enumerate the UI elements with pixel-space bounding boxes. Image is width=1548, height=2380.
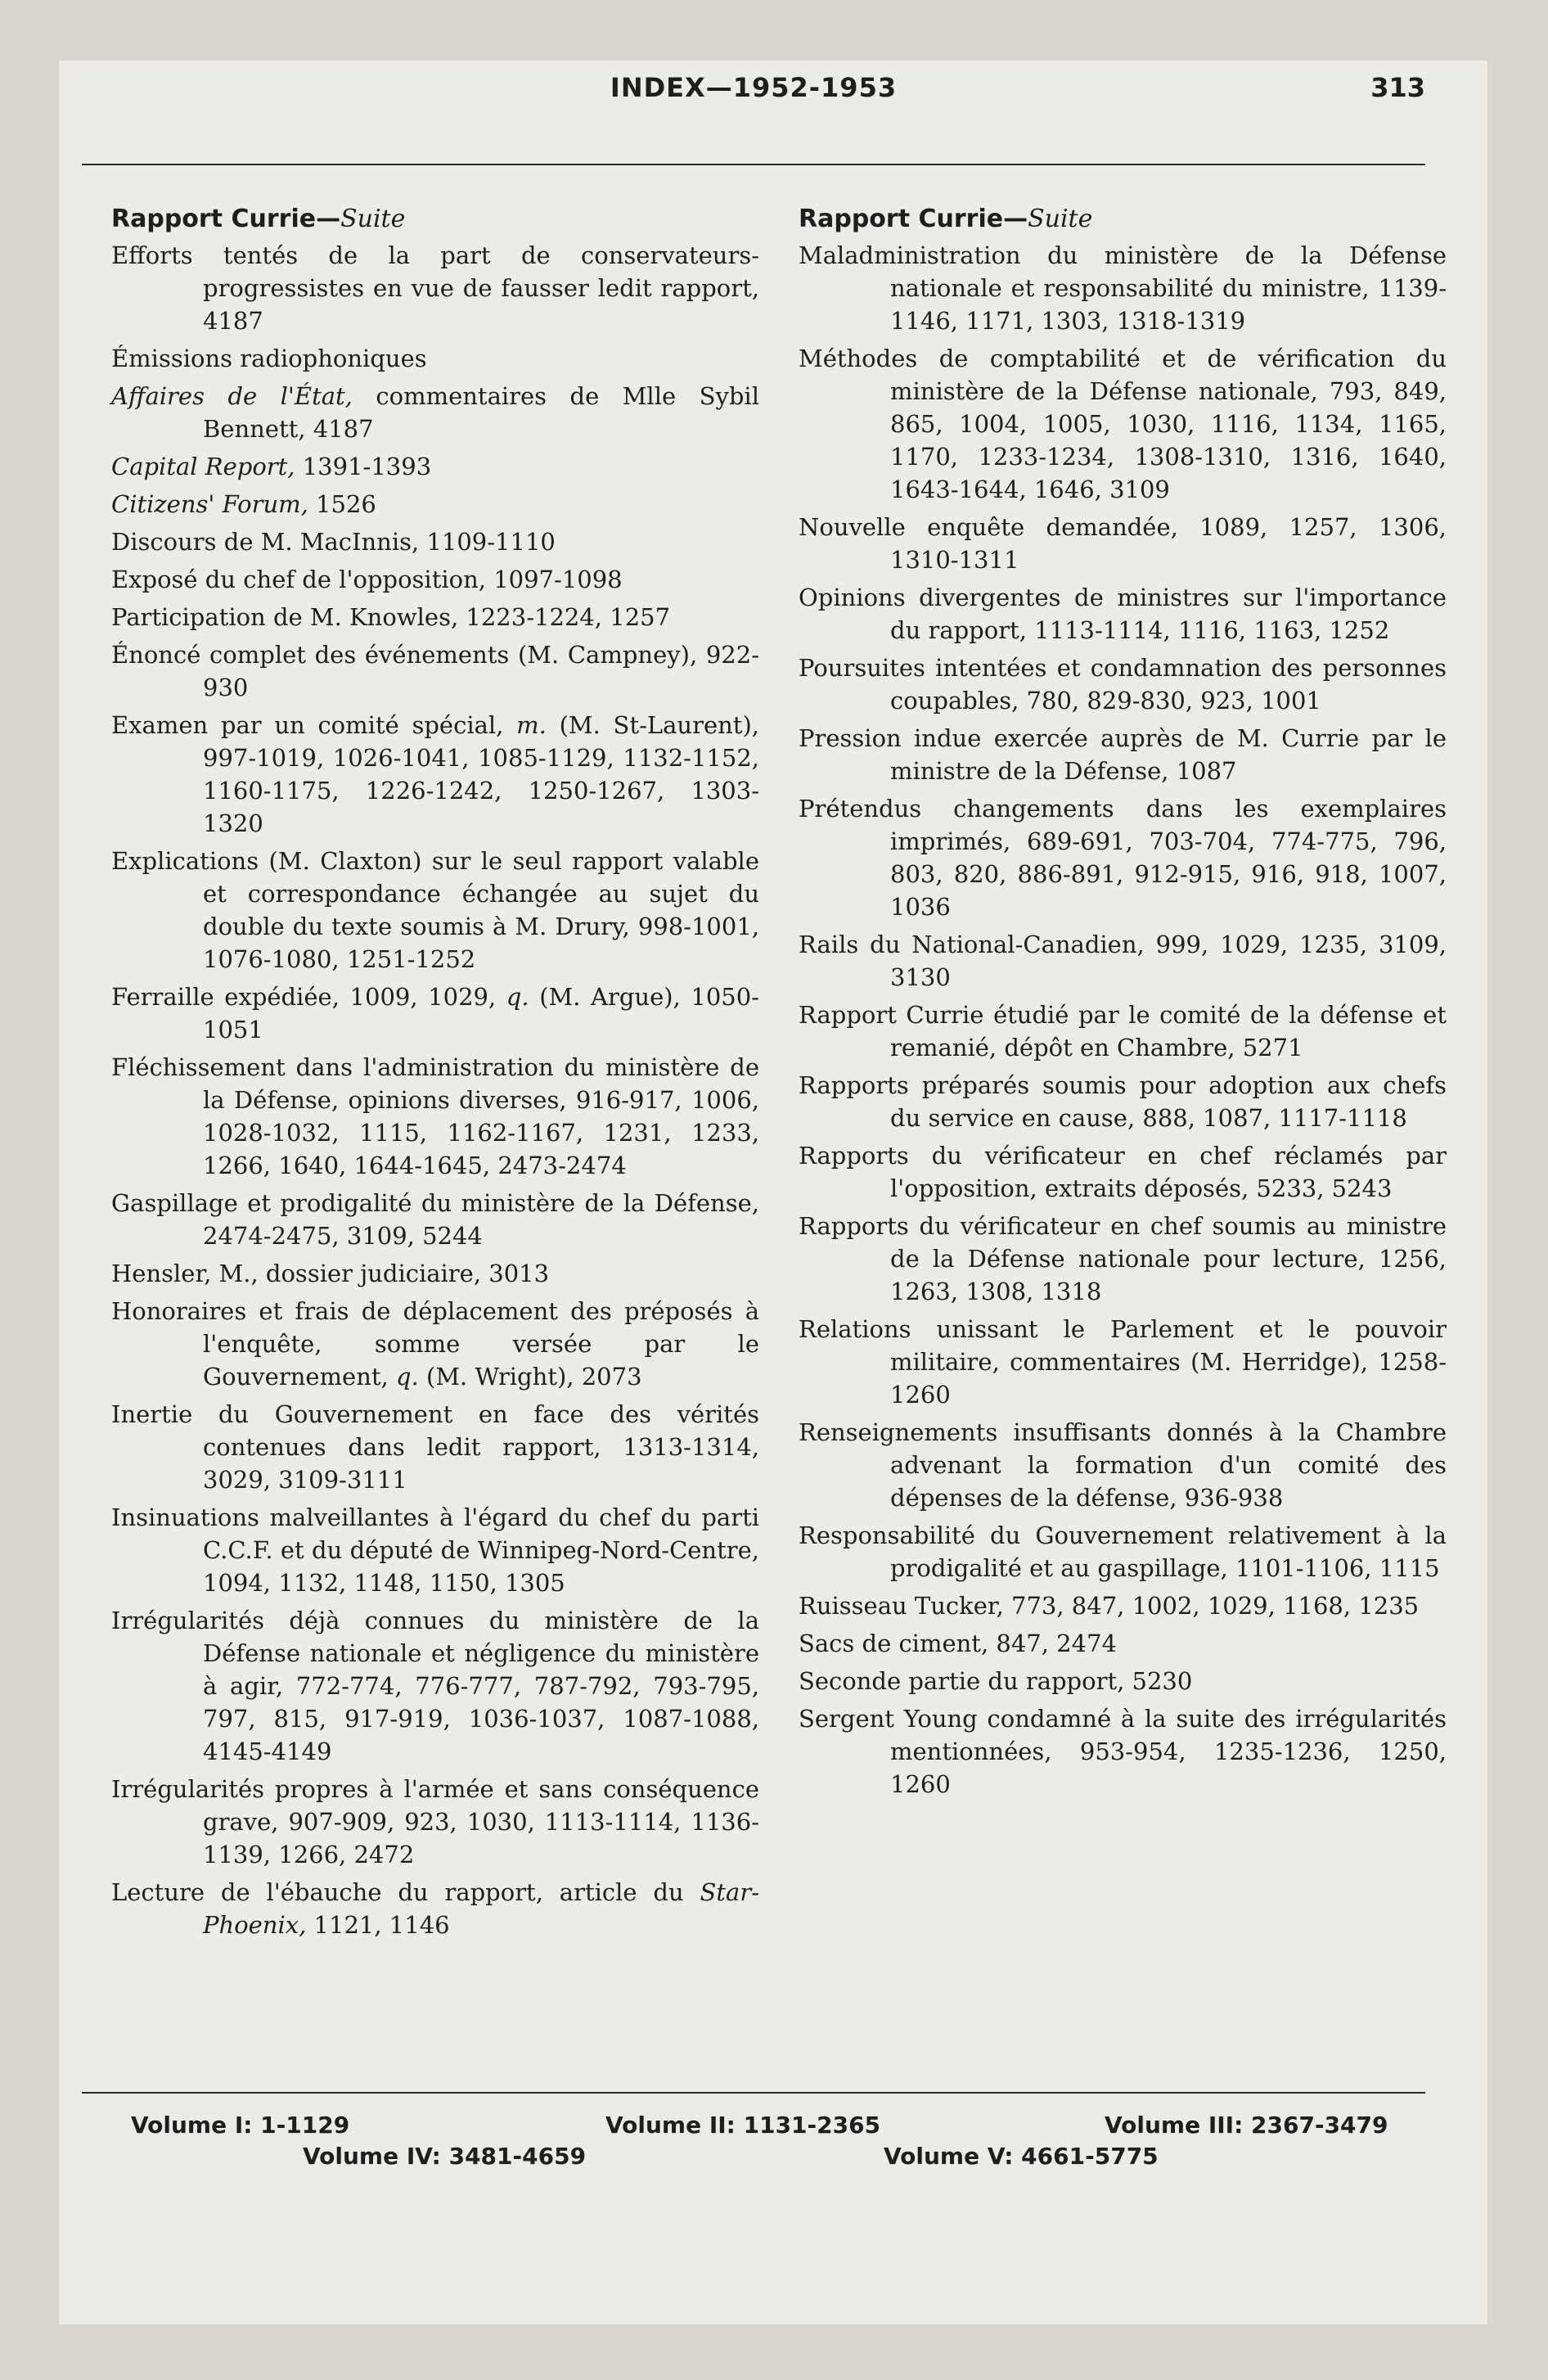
entry-text: Hensler, M., dossier judiciaire, 3013 [111,1260,550,1287]
entry-text: 1526 [308,490,376,518]
entry-text: Seconde partie du rapport, 5230 [799,1667,1193,1695]
entry-text: 1391-1393 [295,453,432,480]
entry-text: Nouvelle enquête demandée, 1089, 1257, 1306, 1310-1311 [799,513,1447,574]
index-entry [111,450,759,483]
entry-italic: Star-Phoenix, [203,1878,759,1939]
index-entry [111,1187,759,1252]
column-heading [799,203,1447,236]
header-rule [82,164,1425,165]
volume-3-range: Volume III: 2367-3479 [1105,2112,1388,2139]
index-entry [111,638,759,704]
index-entry [111,380,759,445]
entry-italic: q. [395,1363,419,1391]
entry-text: Maladministration du ministère de la Défense nationale et responsabilité du ministre, 1139-1146, 1171, 1303, 1318-1319 [799,241,1447,335]
entry-text: Émissions radiophoniques [111,345,427,372]
index-entry [111,342,759,375]
entry-text: Exposé du chef de l'opposition, 1097-1098 [111,566,623,593]
column-heading-main: Rapport Currie— [799,205,1028,233]
index-entry [799,1313,1447,1411]
entry-text: Efforts tentés de la part de conservateurs-progressistes en vue de fausser ledit rapport, 4187 [111,241,759,335]
footer-rule [82,2092,1425,2094]
index-entry [799,239,1447,337]
index-entry [111,1257,759,1290]
entry-text: Sergent Young condamné à la suite des irrégularités mentionnées, 953-954, 1235-1236, 1250, 1260 [799,1705,1447,1798]
entry-text: (M. St-Laurent), 997-1019, 1026-1041, 1085-1129, 1132-1152, 1160-1175, 1226-1242, 1250-1267, 1303-1320 [203,711,759,837]
entry-text: Irrégularités déjà connues du ministère de la Défense nationale et négligence du ministère à agir, 772-774, 776-777, 787-792, 793-795, 797, 815, 917-919, 1036-1037, 1087-1088, 4145-4149 [111,1607,759,1765]
entry-text: Opinions divergentes de ministres sur l'importance du rapport, 1113-1114, 1116, 1163, 1252 [799,584,1447,644]
index-entry [799,1627,1447,1660]
entry-text: Relations unissant le Parlement et le pouvoir militaire, commentaires (M. Herridge), 1258-1260 [799,1315,1447,1409]
volume-footer [82,2112,1425,2185]
index-entry [111,1604,759,1768]
entry-italic: Capital Report, [111,453,295,480]
index-entry [111,1051,759,1182]
volume-5-range: Volume V: 4661-5775 [884,2143,1159,2170]
index-entry [111,239,759,337]
index-entry [111,525,759,558]
entry-italic: m. [516,711,547,739]
index-entry [799,581,1447,647]
index-entry [799,1069,1447,1134]
index-entry [799,998,1447,1064]
entry-text: Insinuations malveillantes à l'égard du chef du parti C.C.F. et du député de Winnipeg-Nord-Centre, 1094, 1132, 1148, 1150, 1305 [111,1503,759,1597]
running-head [82,72,1425,121]
entry-text: Rapports du vérificateur en chef réclamés par l'opposition, extraits déposés, 5233, 5243 [799,1142,1447,1202]
column-heading-main: Rapport Currie— [111,205,341,233]
entry-italic: q. [506,983,529,1011]
index-entry [111,1773,759,1871]
entry-italic: Citizens' Forum, [111,490,308,518]
entry-text: commentaires de Mlle Sybil Bennett, 4187 [203,382,759,443]
volume-2-range: Volume II: 1131-2365 [605,2112,881,2139]
index-entry [799,1519,1447,1584]
index-entry [799,342,1447,506]
entry-text: Ferraille expédiée, 1009, 1029, [111,983,506,1011]
entry-text: 1121, 1146 [306,1911,450,1939]
entry-text: Pression indue exercée auprès de M. Currie par le ministre de la Défense, 1087 [799,724,1447,785]
page-number: 313 [1370,72,1425,103]
index-entry [799,1210,1447,1308]
index-entries [799,239,1447,1801]
right-column [799,203,1447,1805]
index-entry [111,709,759,840]
index-entry [799,1139,1447,1205]
entry-text: Rapports préparés soumis pour adoption aux chefs du service en cause, 888, 1087, 1117-1118 [799,1071,1447,1132]
entry-text: Rapports du vérificateur en chef soumis au ministre de la Défense nationale pour lecture, 1256, 1263, 1308, 1318 [799,1212,1447,1305]
entry-text: Rails du National-Canadien, 999, 1029, 1235, 3109, 3130 [799,931,1447,991]
index-entry [799,928,1447,994]
index-entry [799,1589,1447,1622]
entry-text: (M. Wright), 2073 [418,1363,642,1391]
index-entry [111,845,759,976]
entry-text: Gaspillage et prodigalité du ministère de la Défense, 2474-2475, 3109, 5244 [111,1189,759,1250]
volume-1-range: Volume I: 1-1129 [131,2112,350,2139]
entry-text: Rapport Currie étudié par le comité de la défense et remanié, dépôt en Chambre, 5271 [799,1001,1447,1062]
entry-text: Inertie du Gouvernement en face des vérités contenues dans ledit rapport, 1313-1314, 3029, 3109-3111 [111,1400,759,1494]
volume-4-range: Volume IV: 3481-4659 [303,2143,587,2170]
index-entry [111,980,759,1046]
entry-italic: Affaires de l'État, [111,382,353,410]
entry-text: Participation de M. Knowles, 1223-1224, 1257 [111,603,671,631]
left-column [111,203,759,1946]
entry-text: Renseignements insuffisants donnés à la Chambre advenant la formation d'un comité des dépenses de la défense, 936-938 [799,1418,1447,1512]
index-entry [799,511,1447,576]
index-entry [111,1398,759,1496]
entry-text: Honoraires et frais de déplacement des préposés à l'enquête, somme versée par le Gouvernement, [111,1297,759,1391]
index-entries [111,239,759,1941]
entry-text: Prétendus changements dans les exemplaires imprimés, 689-691, 703-704, 774-775, 796, 803, 820, 886-891, 912-915, 916, 918, 1007, 1036 [799,795,1447,921]
entry-text: Ruisseau Tucker, 773, 847, 1002, 1029, 1168, 1235 [799,1592,1420,1620]
entry-text: Discours de M. MacInnis, 1109-1110 [111,528,556,556]
entry-text: Responsabilité du Gouvernement relativement à la prodigalité et au gaspillage, 1101-1106, 1115 [799,1521,1447,1582]
index-entry [799,651,1447,717]
index-entry [111,563,759,596]
entry-text: (M. Argue), 1050-1051 [203,983,759,1044]
index-entry [111,488,759,521]
column-heading-suite: Suite [1028,205,1093,233]
index-entry [799,1416,1447,1514]
entry-text: Irrégularités propres à l'armée et sans conséquence grave, 907-909, 923, 1030, 1113-1114, 1136-1139, 1266, 2472 [111,1775,759,1868]
entry-text: Examen par un comité spécial, [111,711,517,739]
entry-text: Sacs de ciment, 847, 2474 [799,1629,1117,1657]
entry-text: Explications (M. Claxton) sur le seul rapport valable et correspondance échangée au sujet du double du texte soumis à M. Drury, 998-1001, 1076-1080, 1251-1252 [111,847,759,973]
entry-text: Fléchissement dans l'administration du ministère de la Défense, opinions diverses, 916-917, 1006, 1028-1032, 1115, 1162-1167, 1231, 1233, 1266, 1640, 1644-1645, 2473-2474 [111,1053,759,1179]
column-heading-suite: Suite [340,205,406,233]
index-entry [111,1501,759,1599]
entry-text: Énoncé complet des événements (M. Campney), 922-930 [111,641,759,701]
entry-text: Poursuites intentées et condamnation des personnes coupables, 780, 829-830, 923, 1001 [799,654,1447,714]
index-entry [111,601,759,633]
column-heading [111,203,759,236]
page-title: INDEX—1952-1953 [610,72,898,103]
index-entry [111,1876,759,1941]
index-entry [799,792,1447,923]
index-entry [799,1702,1447,1801]
entry-text: Lecture de l'ébauche du rapport, article du [111,1878,700,1906]
entry-text: Méthodes de comptabilité et de vérification du ministère de la Défense nationale, 793, 849, 865, 1004, 1005, 1030, 1116, 1134, 1165, 1170, 1233-1234, 1308-1310, 1316, 1640, 1643-1644, 1646, 3109 [799,345,1447,503]
index-entry [799,1665,1447,1697]
index-entry [111,1295,759,1393]
index-entry [799,722,1447,787]
